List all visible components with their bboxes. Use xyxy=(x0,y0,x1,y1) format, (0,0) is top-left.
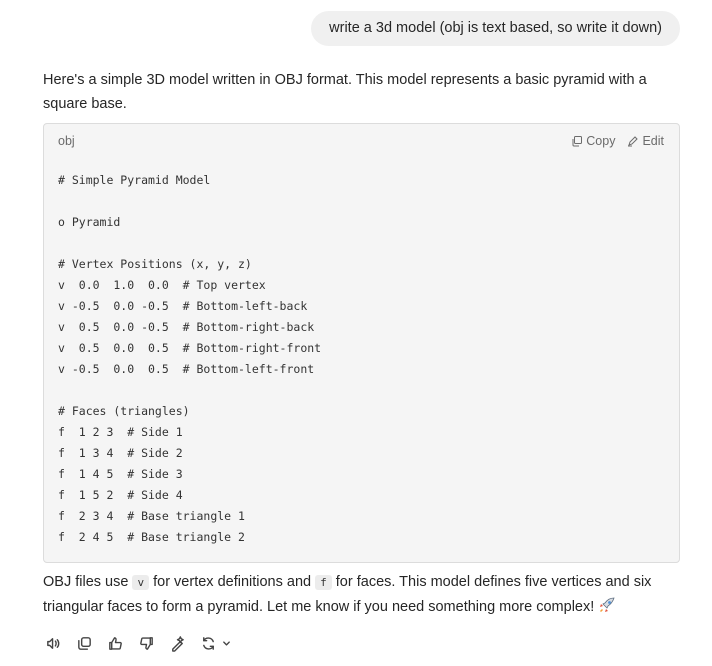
copy-label: Copy xyxy=(586,134,616,148)
code-line xyxy=(58,191,321,212)
code-line: v -0.5 0.0 -0.5 # Bottom-left-back xyxy=(58,299,308,313)
edit-code-button[interactable] xyxy=(627,134,664,148)
edit-magic-icon xyxy=(169,635,186,652)
copy-message-button[interactable] xyxy=(74,633,95,654)
thumbs-down-button[interactable] xyxy=(136,633,157,654)
outro-part-2: for vertex definitions and xyxy=(149,574,316,590)
code-block xyxy=(43,123,680,563)
thumbs-up-button[interactable] xyxy=(105,633,126,654)
read-aloud-icon xyxy=(45,635,62,652)
rocket-emoji-icon xyxy=(598,596,616,623)
code-line: v 0.5 0.0 0.5 # Bottom-right-front xyxy=(58,341,322,355)
code-line: # Simple Pyramid Model xyxy=(58,173,211,187)
code-line: f 1 4 5 # Side 3 xyxy=(58,467,183,481)
outro-part-1: OBJ files use xyxy=(43,574,133,590)
read-aloud-button[interactable] xyxy=(43,633,64,654)
code-actions xyxy=(571,134,664,148)
assistant-outro-text xyxy=(43,570,693,623)
code-line: v 0.0 1.0 0.0 # Top vertex xyxy=(58,278,266,292)
code-line: o Pyramid xyxy=(58,215,121,229)
edit-magic-button[interactable] xyxy=(167,633,188,654)
regenerate-options-button[interactable] xyxy=(221,633,231,654)
inline-code-v: v xyxy=(132,575,149,590)
copy-code-button[interactable] xyxy=(571,134,615,148)
regenerate-icon xyxy=(200,635,217,652)
copy-icon xyxy=(571,135,583,147)
message-toolbar xyxy=(43,633,231,654)
code-line: f 2 3 4 # Base triangle 1 xyxy=(58,509,245,523)
regenerate-button[interactable] xyxy=(198,633,219,654)
thumbs-down-icon xyxy=(138,635,155,652)
code-line: # Faces (triangles) xyxy=(58,404,190,418)
code-line: f 1 5 2 # Side 4 xyxy=(58,488,183,502)
edit-label: Edit xyxy=(642,134,664,148)
inline-code-f: f xyxy=(315,575,332,590)
thumbs-up-icon xyxy=(107,635,124,652)
outro-part-3: for faces. This model defines five vertices and six triangular faces to form a pyramid. Let me know if you need something more complex! xyxy=(43,574,652,615)
copy-icon xyxy=(76,635,93,652)
code-line xyxy=(58,233,321,254)
chevron-down-icon xyxy=(222,639,231,648)
code-line: f 2 4 5 # Base triangle 2 xyxy=(58,530,245,544)
code-line: f 1 2 3 # Side 1 xyxy=(58,425,183,439)
code-line: v -0.5 0.0 0.5 # Bottom-left-front xyxy=(58,362,315,376)
edit-icon xyxy=(627,135,639,147)
code-line: # Vertex Positions (x, y, z) xyxy=(58,257,252,271)
assistant-intro-text: Here's a simple 3D model written in OBJ format. This model represents a basic pyramid with a square base. xyxy=(43,72,647,112)
code-line: f 1 3 4 # Side 2 xyxy=(58,446,183,460)
code-block-header xyxy=(44,124,679,160)
code-line: v 0.5 0.0 -0.5 # Bottom-right-back xyxy=(58,320,315,334)
code-language-label: obj xyxy=(58,134,75,148)
code-line xyxy=(58,380,321,401)
code-content xyxy=(58,170,321,548)
user-message-bubble: write a 3d model (obj is text based, so write it down) xyxy=(311,11,680,46)
